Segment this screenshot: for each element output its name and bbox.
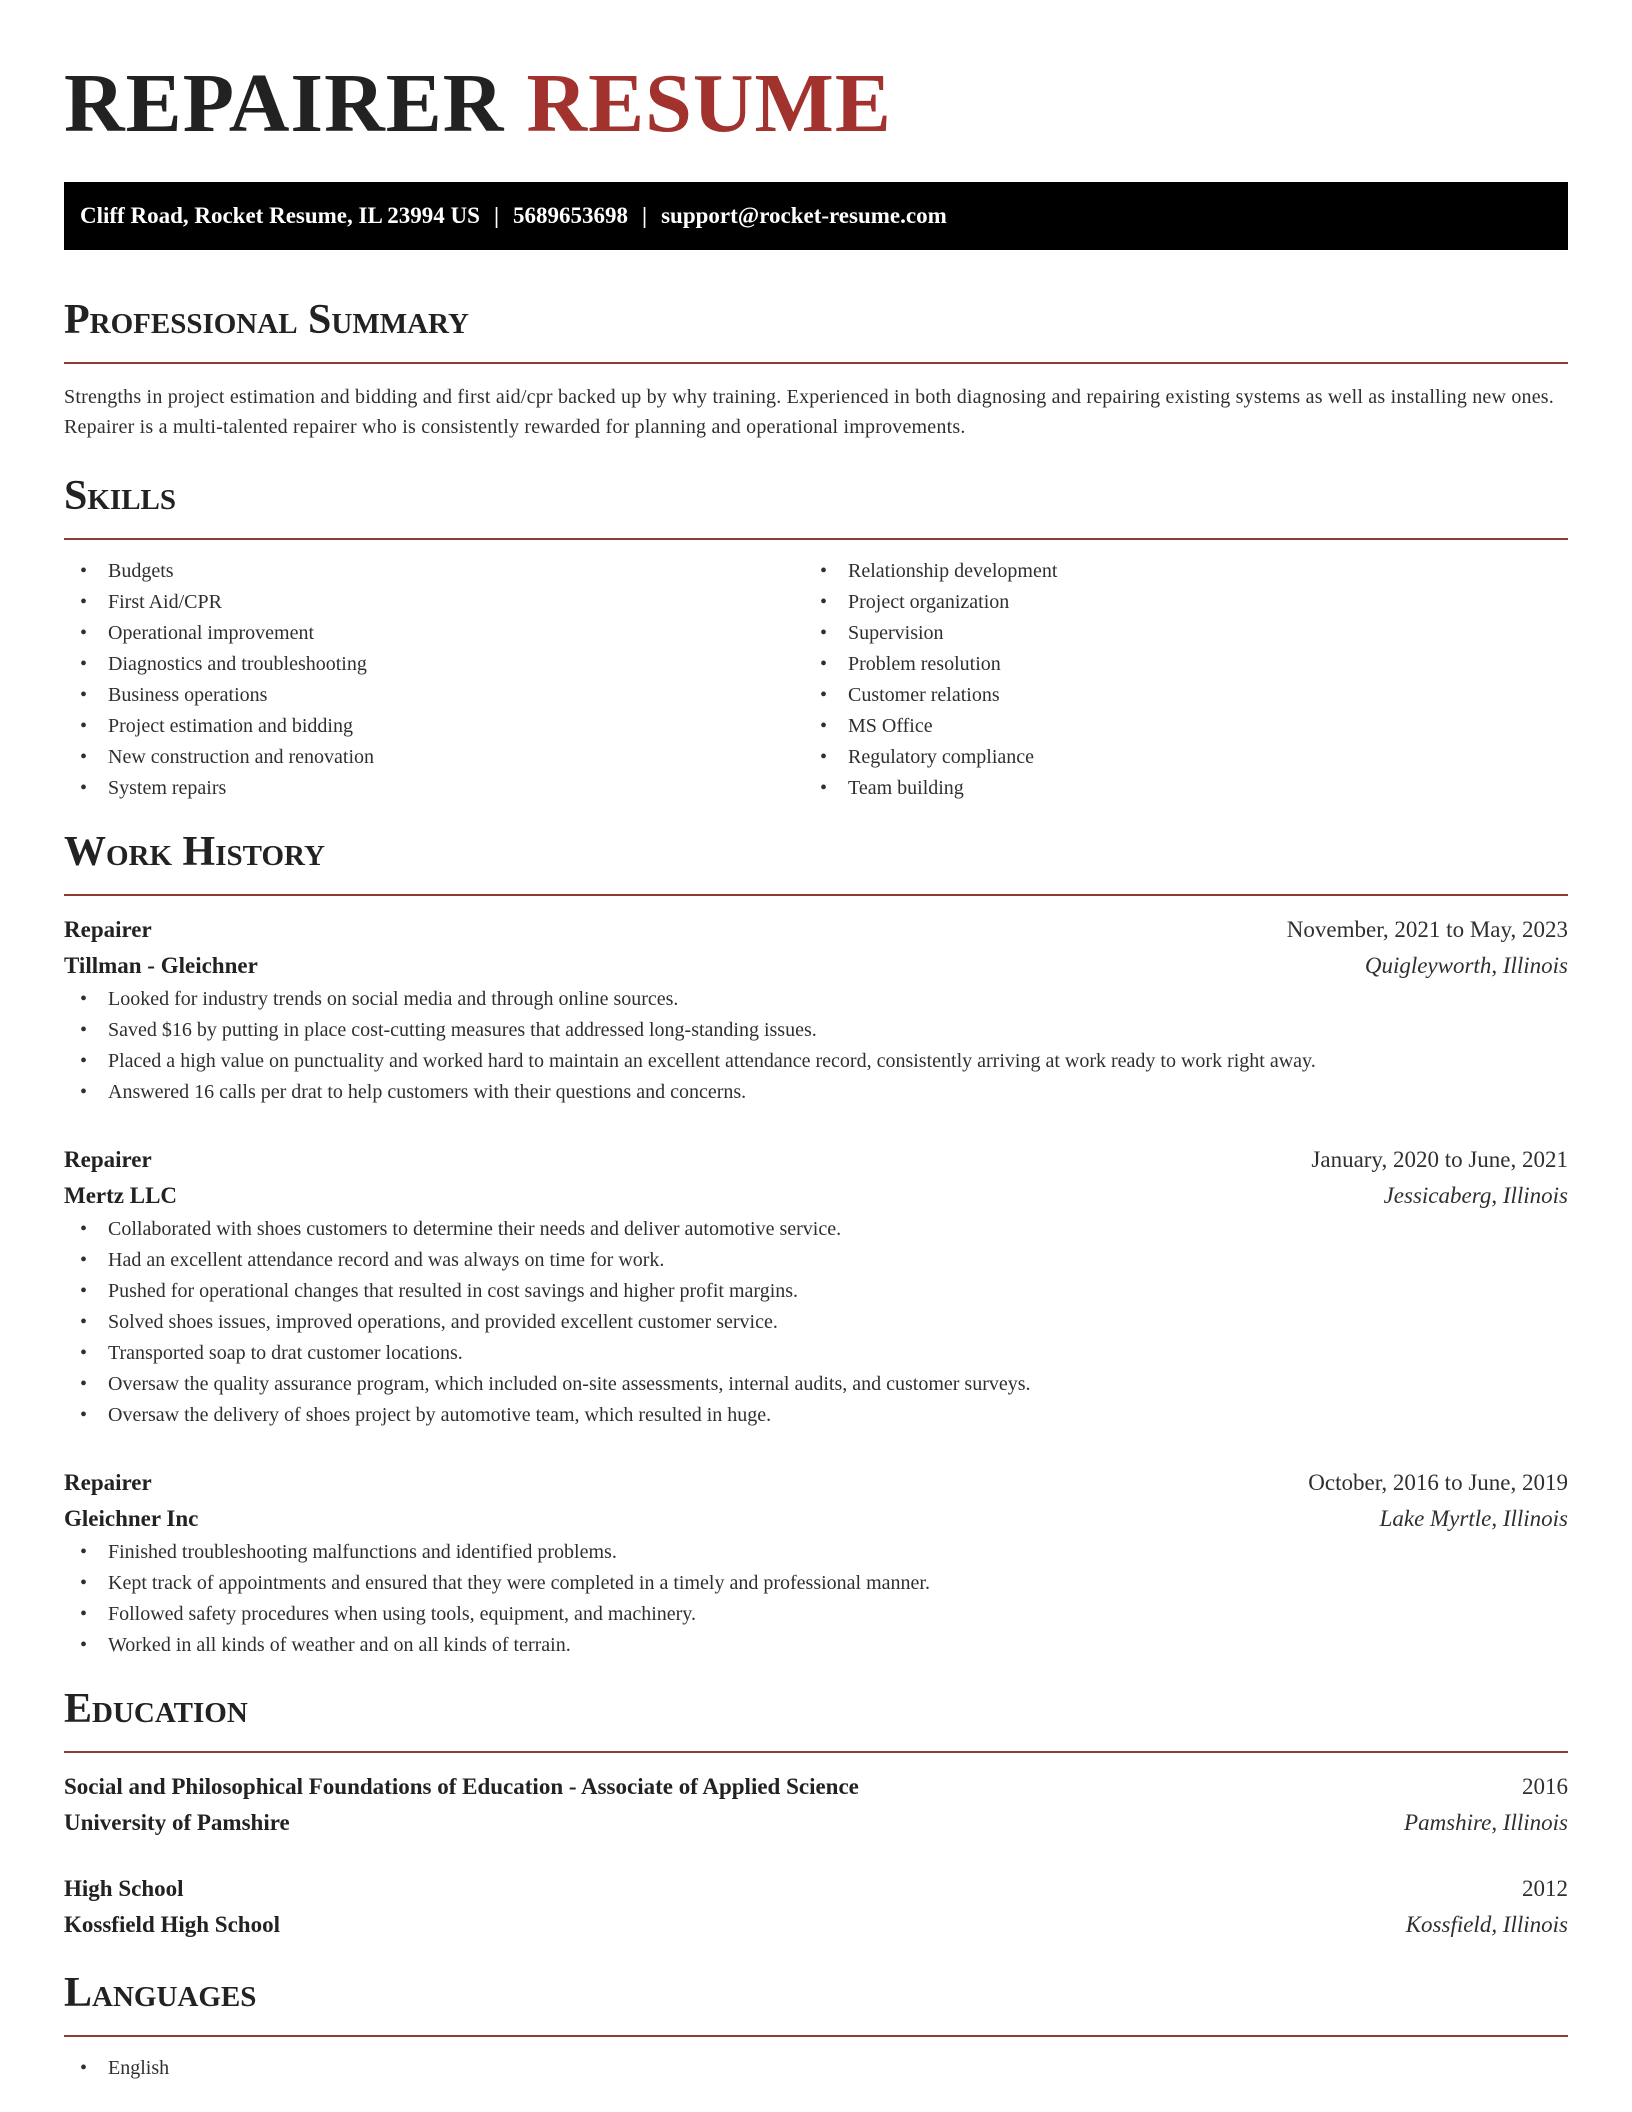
section-divider (64, 894, 1568, 896)
education-degree-row (64, 1871, 1568, 1907)
job-duty: • Collaborated with shoes customers to determine their needs and deliver automotive service. (64, 1214, 1568, 1245)
summary-text: Strengths in project estimation and bidding and first aid/cpr backed up by why training. Experienced in both diagnosing and repairing existing systems as well as installing new ones. Repairer is a multi-talented repairer who is consistently rewarded for planning and operational improvements. (64, 386, 1554, 438)
job-duties-list (64, 1214, 1568, 1431)
job-location: Lake Myrtle, Illinois (1379, 1506, 1568, 1531)
education-degree: High School (64, 1876, 184, 1901)
section-divider (64, 538, 1568, 540)
education-school: University of Pamshire (64, 1810, 290, 1835)
job-duty: • Pushed for operational changes that resulted in cost savings and higher profit margins. (64, 1276, 1568, 1307)
section-heading-languages: Languages (64, 1970, 257, 2016)
education-school-row (64, 1907, 1568, 1943)
job-duty: • Transported soap to drat customer locations. (64, 1338, 1568, 1369)
skill-item: • Project organization (804, 587, 1544, 618)
job-dates: November, 2021 to May, 2023 (1286, 917, 1568, 942)
job-duty: • Finished troubleshooting malfunctions and identified problems. (64, 1537, 1568, 1568)
resume-title (64, 56, 1568, 152)
job-entry (64, 912, 1568, 1108)
skills-list-right (804, 556, 1544, 804)
job-location: Quigleyworth, Illinois (1364, 953, 1568, 978)
job-duties-list (64, 1537, 1568, 1661)
education-year: 2016 (1522, 1774, 1568, 1799)
job-duty: • Had an excellent attendance record and was always on time for work. (64, 1245, 1568, 1276)
education-school: Kossfield High School (64, 1912, 280, 1937)
job-duty: • Answered 16 calls per drat to help customers with their questions and concerns. (64, 1077, 1568, 1108)
job-duty: • Solved shoes issues, improved operations, and provided excellent customer service. (64, 1307, 1568, 1338)
contact-address: Cliff Road, Rocket Resume, IL 23994 US (80, 203, 480, 228)
job-company: Tillman - Gleichner (64, 953, 258, 978)
section-heading-education: Education (64, 1686, 248, 1732)
job-title: Repairer (64, 1470, 152, 1495)
section-heading-skills: Skills (64, 473, 177, 519)
title-first-word: REPAIRER (64, 57, 505, 150)
skill-item: • First Aid/CPR (64, 587, 804, 618)
section-heading-summary: Professional Summary (64, 297, 469, 343)
contact-email: support@rocket-resume.com (661, 203, 947, 228)
education-location: Pamshire, Illinois (1404, 1810, 1568, 1835)
language-item: • English (64, 2053, 1568, 2084)
job-company-row (64, 1178, 1568, 1214)
job-entry (64, 1142, 1568, 1431)
job-company-row (64, 1501, 1568, 1537)
skill-item: • Regulatory compliance (804, 742, 1544, 773)
job-duty: • Kept track of appointments and ensured that they were completed in a timely and professional manner. (64, 1568, 1568, 1599)
contact-bar (64, 182, 1568, 250)
contact-separator: | (642, 203, 648, 228)
job-company: Mertz LLC (64, 1183, 178, 1208)
section-divider (64, 362, 1568, 364)
skill-item: • Problem resolution (804, 649, 1544, 680)
job-header-row (64, 1142, 1568, 1178)
job-duty: • Oversaw the quality assurance program, which included on-site assessments, internal audits, and customer surveys. (64, 1369, 1568, 1400)
skill-item: • Project estimation and bidding (64, 711, 804, 742)
job-entry (64, 1465, 1568, 1661)
section-divider (64, 1751, 1568, 1753)
job-duty: • Oversaw the delivery of shoes project by automotive team, which resulted in huge. (64, 1400, 1568, 1431)
skill-item: • Relationship development (804, 556, 1544, 587)
contact-phone: 5689653698 (513, 203, 629, 228)
section-divider (64, 2035, 1568, 2037)
job-duty: • Saved $16 by putting in place cost-cutting measures that addressed long-standing issues. (64, 1015, 1568, 1046)
job-dates: October, 2016 to June, 2019 (1308, 1470, 1568, 1495)
job-title: Repairer (64, 917, 152, 942)
skills-grid (64, 556, 1568, 804)
work-history-section (64, 826, 1568, 1661)
resume-page (64, 0, 1568, 2084)
skill-item: • Diagnostics and troubleshooting (64, 649, 804, 680)
job-dates: January, 2020 to June, 2021 (1311, 1147, 1568, 1172)
job-company: Gleichner Inc (64, 1506, 199, 1531)
education-degree: Social and Philosophical Foundations of Education - Associate of Applied Science (64, 1774, 859, 1799)
skill-item: • Budgets (64, 556, 804, 587)
skill-item: • Customer relations (804, 680, 1544, 711)
languages-list (64, 2053, 1568, 2084)
job-duty: • Looked for industry trends on social media and through online sources. (64, 984, 1568, 1015)
education-entry (64, 1769, 1568, 1841)
education-school-row (64, 1805, 1568, 1841)
skills-section (64, 470, 1568, 804)
languages-section (64, 1967, 1568, 2084)
skill-item: • New construction and renovation (64, 742, 804, 773)
education-section (64, 1683, 1568, 1943)
skill-item: • Business operations (64, 680, 804, 711)
contact-separator: | (493, 203, 500, 228)
section-heading-work-history: Work History (64, 829, 325, 875)
job-duty: • Followed safety procedures when using tools, equipment, and machinery. (64, 1599, 1568, 1630)
skill-item: • Team building (804, 773, 1544, 804)
education-year: 2012 (1522, 1876, 1568, 1901)
title-second-word: RESUME (526, 57, 892, 150)
education-degree-row (64, 1769, 1568, 1805)
job-header-row (64, 1465, 1568, 1501)
job-company-row (64, 948, 1568, 984)
job-location: Jessicaberg, Illinois (1383, 1183, 1568, 1208)
skills-list-left (64, 556, 804, 804)
skill-item: • System repairs (64, 773, 804, 804)
summary-section (64, 294, 1568, 442)
job-duty: • Placed a high value on punctuality and worked hard to maintain an excellent attendance record, consistently arriving at work ready to work right away. (64, 1046, 1568, 1077)
job-title: Repairer (64, 1147, 152, 1172)
education-entry (64, 1871, 1568, 1943)
job-header-row (64, 912, 1568, 948)
skill-item: • MS Office (804, 711, 1544, 742)
education-location: Kossfield, Illinois (1405, 1912, 1568, 1937)
skill-item: • Operational improvement (64, 618, 804, 649)
job-duties-list (64, 984, 1568, 1108)
job-duty: • Worked in all kinds of weather and on all kinds of terrain. (64, 1630, 1568, 1661)
skill-item: • Supervision (804, 618, 1544, 649)
